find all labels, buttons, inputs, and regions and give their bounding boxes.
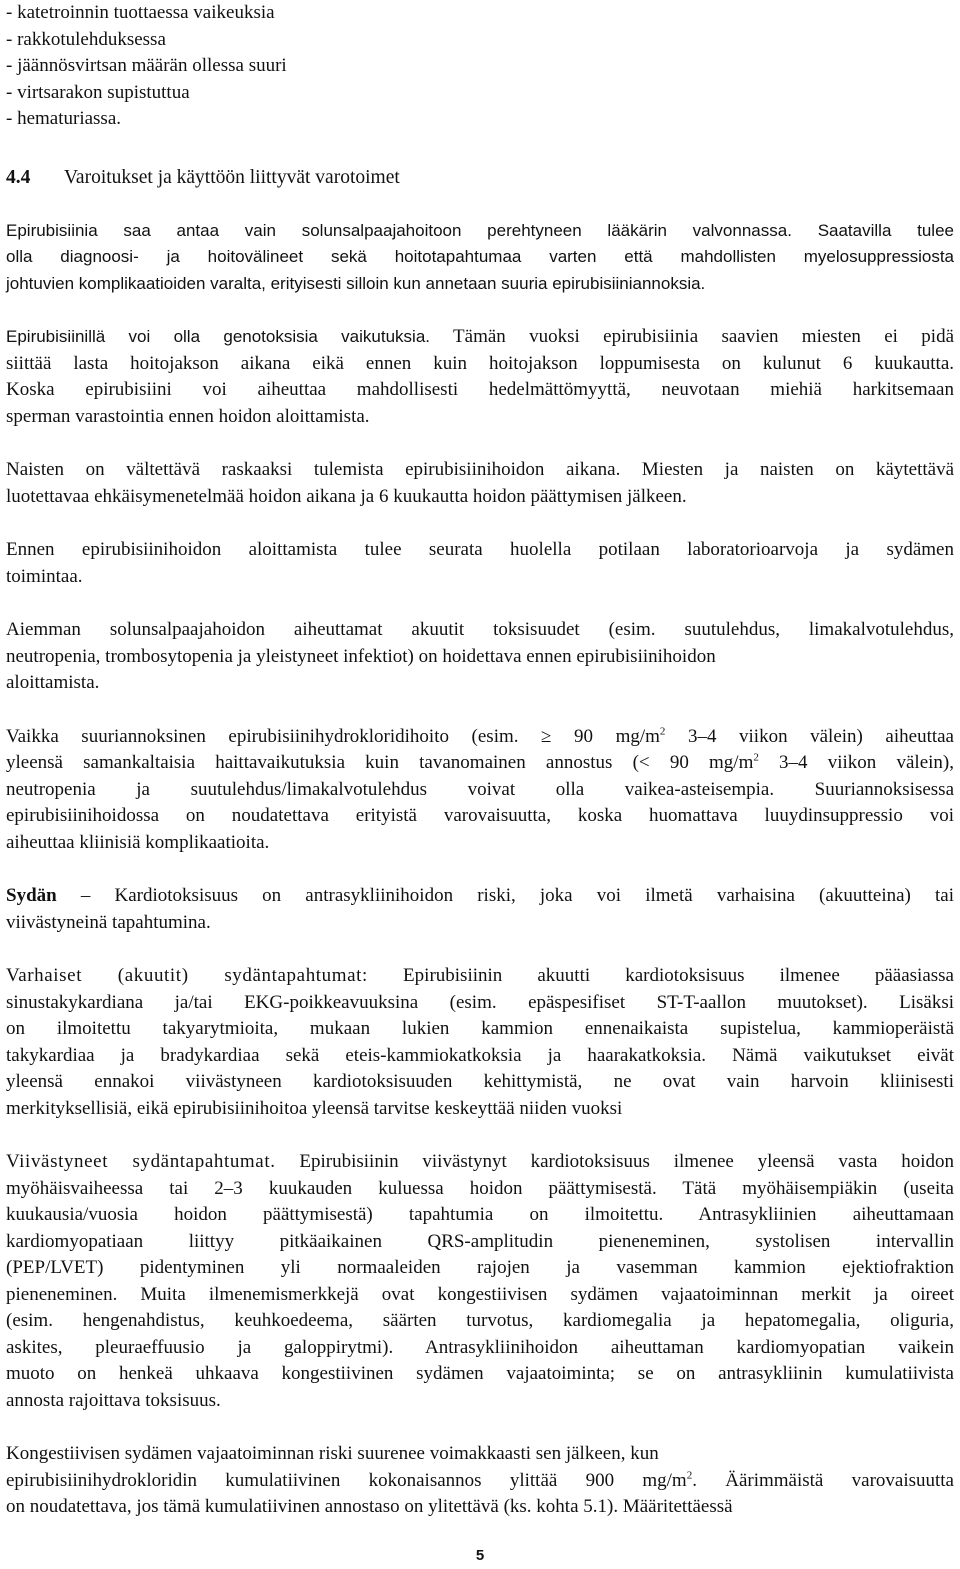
para2-line1-b: Tämän vuoksi epirubisiinia saavien miesten ei pidä <box>453 326 955 347</box>
paragraph-2 <box>6 324 954 430</box>
para5-line3: aloittamista. <box>6 672 100 693</box>
para4-line2: toimintaa. <box>6 565 83 587</box>
para5-line2: neutropenia, trombosytopenia ja yleistyneet infektiot) on hoidettava ennen epirubisiinihoidon <box>6 645 716 667</box>
para4-line1: Ennen epirubisiinihoidon aloittamista tulee seurata huolella potilaan laboratorioarvoja ja sydämen <box>6 539 954 560</box>
list-item: - hematuriassa. <box>6 108 122 129</box>
list-item: - jäännösvirtsan määrän ollessa suuri <box>6 55 287 76</box>
paragraph-3 <box>6 457 954 510</box>
para10-line2: epirubisiinihydrokloridin kumulatiivinen kokonaisannos ylittää 900 $mg/m^2$. Äärimmäistä varovaisuutta <box>6 1469 954 1491</box>
section-heading <box>6 165 954 191</box>
para7-line1: Sydän – Kardiotoksisuus on antrasykliinihoidon riski, joka voi ilmetä varhaisina (akuutteina) tai <box>6 885 954 906</box>
para8-line5: yleensä ennakoi viivästyneen kardiotoksisuuden kehittymistä, ne ovat vain harvoin kliinisesti <box>6 1071 954 1092</box>
paragraph-4 <box>6 537 954 590</box>
para3-line2: luotettavaa ehkäisymenetelmää hoidon aikana ja 6 kuukautta hoidon päättymisen jälkeen. <box>6 485 687 507</box>
para9-line2: myöhäisvaiheessa tai 2–3 kuukauden kuluessa hoidon päättymisestä. Tätä myöhäisempiäkin (useita <box>6 1177 954 1199</box>
para2-line4: sperman varastointia ennen hoidon aloittamista. <box>6 405 370 427</box>
para7-line2: viivästyneinä tapahtumina. <box>6 911 211 933</box>
para8-line3: on ilmoitettu takyarytmioita, mukaan lukien kammion ennenaikaista supistelua, kammioperäistä <box>6 1018 954 1039</box>
early-events-label: Varhaiset (akuutit) sydäntapahtumat: <box>6 965 368 986</box>
para9-line5: (PEP/LVET) pidentyminen yli normaaleiden rajojen ja vasemman kammion ejektiofraktion <box>6 1257 954 1278</box>
page-number: 5 <box>475 1547 485 1564</box>
para5-line1: Aiemman solunsalpaajahoidon aiheuttamat akuutit toksisuudet (esim. suutulehdus, limakalvotulehdus, <box>6 619 954 640</box>
para8-line4: takykardiaa ja bradykardiaa sekä eteis-kammiokatkoksia ja haarakatkoksia. Nämä vaikutukset eivät <box>6 1044 954 1066</box>
para9-line7: (esim. hengenahdistus, keuhkoedeema, säärten turvotus, kardiomegalia ja hepatomegalia, oliguria, <box>6 1310 954 1331</box>
para10-line1: Kongestiivisen sydämen vajaatoiminnan riski suurenee voimakkaasti sen jälkeen, kun <box>6 1443 659 1464</box>
para9-line10: annosta rajoittava toksisuus. <box>6 1389 221 1411</box>
para9-line1: Viivästyneet sydäntapahtumat. Epirubisiinin viivästynyt kardiotoksisuus ilmenee yleensä vasta hoidon <box>6 1151 954 1172</box>
para10-line3: on noudatettava, jos tämä kumulatiivinen annostaso on ylitettävä (ks. kohta 5.1). Määritettäessä <box>6 1496 733 1517</box>
paragraph-6 <box>6 724 954 857</box>
para9-line8: askites, pleuraeffuusio ja galoppirytmi). Antrasykliinihoidon aiheuttaman kardiomyopatian vaikein <box>6 1336 954 1358</box>
para6-line3: neutropenia ja suutulehdus/limakalvotulehdus voivat olla vaikea-asteisempia. Suuriannoksisessa <box>6 778 954 800</box>
section-number: 4.4 <box>6 166 31 188</box>
late-events-label: Viivästyneet sydäntapahtumat. <box>6 1151 276 1172</box>
paragraph-5 <box>6 617 954 697</box>
heart-label: Sydän <box>6 885 57 906</box>
paragraph-8 <box>6 963 954 1122</box>
paragraph-1 <box>6 218 954 298</box>
para1-line2: olla diagnoosi- ja hoitovälineet sekä hoitotapahtumaa varten että mahdollisten myelosuppressiosta <box>6 247 954 266</box>
para9-line9: muoto on henkeä uhkaava kongestiivinen sydämen vajaatoiminta; se on antrasykliinin kumulatiivista <box>6 1363 954 1384</box>
para2-line1-a: Epirubisiinillä voi olla genotoksisia vaikutuksia. <box>6 327 431 346</box>
section-title: Varoitukset ja käyttöön liittyvät varotoimet <box>64 166 400 188</box>
para9-line6: pieneneminen. Muita ilmenemismerkkejä ovat kongestiivisen sydämen vajaatoiminnan merkit ja oireet <box>6 1283 954 1305</box>
para1-line1-a: Epirubisiinia saa antaa vain solunsalpaajahoitoon perehtyneen lääkärin valvonnassa. <box>6 220 792 240</box>
para6-line1: Vaikka suuriannoksinen epirubisiinihydrokloridihoito (esim. ≥ 90 $mg/m^2$ 3–4 viikon välein) aiheuttaa <box>6 725 954 747</box>
para3-line1: Naisten on vältettävä raskaaksi tulemista epirubisiinihoidon aikana. Miesten ja naisten on käytettävä <box>6 459 954 480</box>
para8-line1: Varhaiset (akuutit) sydäntapahtumat: Epirubisiinin akuutti kardiotoksisuus ilmenee pääasiassa <box>6 965 954 986</box>
para8-line6: merkityksellisiä, eikä epirubisiinihoitoa yleensä tarvitse keskeyttää niiden vuoksi <box>6 1097 623 1119</box>
para2-line2: siittää lasta hoitojakson aikana eikä ennen kuin hoitojakson loppumisesta on kulunut 6 kuukautta. <box>6 352 954 374</box>
para6-line5: aiheuttaa kliinisiä komplikaatioita. <box>6 831 270 853</box>
para6-line2: yleensä samankaltaisia haittavaikutuksia kuin tavanomainen annostus (< 90 $mg/m^2$ 3–4 viikon välein), <box>6 751 954 773</box>
para1-line3: johtuvien komplikaatioiden varalta, erityisesti silloin kun annetaan suuria epirubisiiniannoksia. <box>6 273 706 293</box>
document-page <box>6 0 954 1521</box>
para9-line3: kuukausia/vuosia hoidon päättymisestä) tapahtumia on ilmoitettu. Antrasykliinien aiheuttamaan <box>6 1204 954 1225</box>
paragraph-10 <box>6 1441 954 1521</box>
paragraph-9 <box>6 1149 954 1414</box>
list-item: - katetroinnin tuottaessa vaikeuksia <box>6 2 275 23</box>
para6-line4: epirubisiinihoidossa on noudatettava erityistä varovaisuutta, koska huomattava luuydinsuppressio voi <box>6 805 954 826</box>
paragraph-7 <box>6 883 954 936</box>
para8-line2: sinustakykardiana ja/tai EKG-poikkeavuuksina (esim. epäspesifiset ST-T-aallon muutokset). Lisäksi <box>6 991 954 1013</box>
bullet-list <box>6 0 954 133</box>
para9-line4: kardiomyopatiaan liittyy pitkäaikainen QRS-amplitudin pieneneminen, systolisen intervallin <box>6 1230 954 1252</box>
list-item: - virtsarakon supistuttua <box>6 81 190 103</box>
list-item: - rakkotulehduksessa <box>6 28 166 50</box>
para1-line1-b: Saatavilla tulee <box>817 220 954 240</box>
para2-line3: Koska epirubisiini voi aiheuttaa mahdollisesti hedelmättömyyttä, neuvotaan miehiä harkitsemaan <box>6 379 954 400</box>
